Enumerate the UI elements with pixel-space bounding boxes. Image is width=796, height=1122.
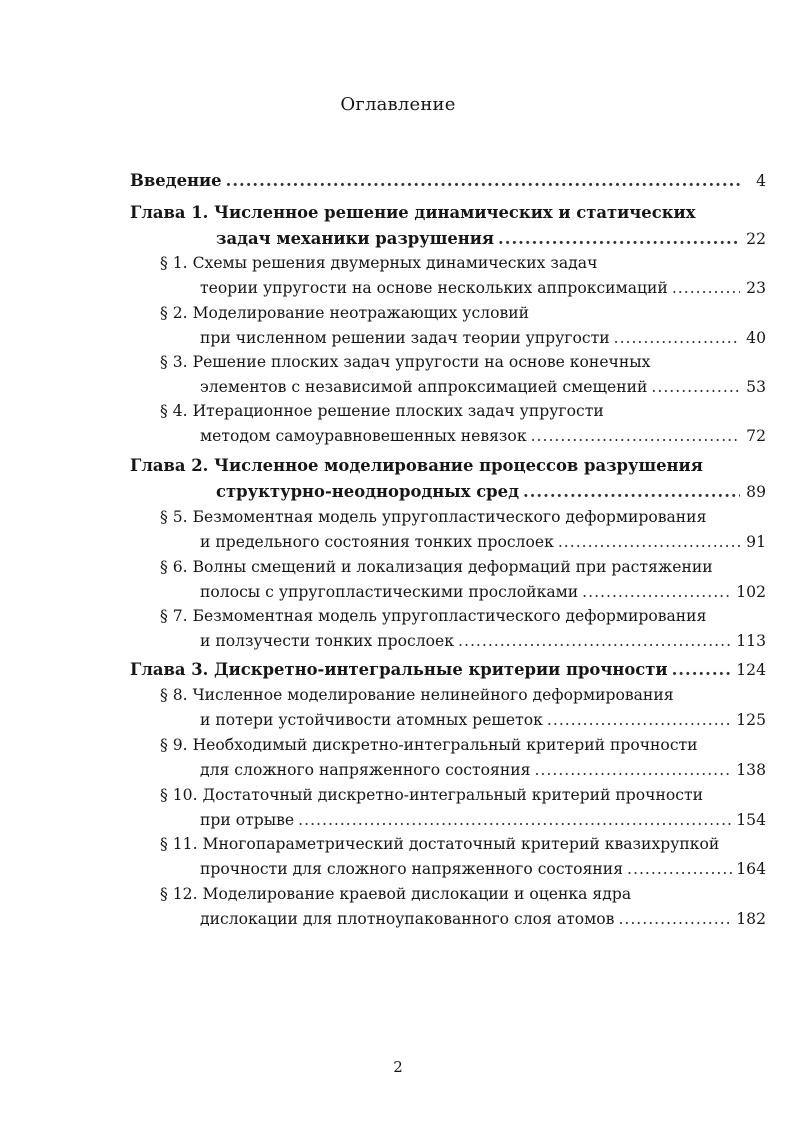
toc-entry-title-continued: и потери устойчивости атомных решеток [200, 711, 543, 729]
toc-page-number: 91 [746, 533, 766, 551]
toc-entry-title: § 11. Многопараметрический достаточный критерий квазихрупкой [160, 835, 720, 853]
toc-entry-title-continued: и ползучести тонких прослоек [200, 632, 455, 650]
toc-entry-title: § 7. Безмоментная модель упругопластического деформирования [160, 607, 707, 625]
toc-page-number: 125 [736, 711, 766, 729]
dot-leader [547, 707, 732, 733]
toc-page-number: 124 [736, 661, 766, 679]
toc-entry-title-continued: и предельного состояния тонких прослоек [200, 533, 554, 551]
toc-entry-title-continued: теории упругости на основе нескольких аппроксимаций [200, 279, 668, 297]
dot-leader [226, 168, 740, 194]
toc-entry-title: § 12. Моделирование краевой дислокации и оценка ядра [160, 885, 632, 903]
toc-page-number: 154 [736, 811, 766, 829]
toc-entry-title-continued: полосы с упругопластическими прослойками [200, 583, 579, 601]
toc-entry-title: § 10. Достаточный дискретно-интегральный критерий прочности [160, 786, 704, 804]
toc-entry-title: § 1. Схемы решения двумерных динамических задач [160, 254, 598, 272]
dot-leader [651, 374, 740, 400]
toc-entry-title-continued: при численном решении задач теории упругости [200, 329, 610, 347]
toc-page-number: 22 [746, 230, 766, 248]
toc-entry-title-continued: задач механики разрушения [216, 229, 495, 248]
dot-leader [523, 479, 740, 505]
page-number: 2 [393, 1058, 403, 1076]
toc-entry-title-continued: прочности для сложного напряженного состояния [200, 860, 624, 878]
toc-entry-title-continued: методом самоуравновешенных невязок [200, 427, 527, 445]
dot-leader [672, 657, 733, 683]
toc-page-number: 40 [746, 329, 766, 347]
dot-leader [298, 807, 732, 833]
dot-leader [498, 226, 740, 252]
dot-leader [614, 325, 740, 351]
toc-page-number: 102 [736, 583, 766, 601]
toc-entry-title: § 6. Волны смещений и локализация деформаций при растяжении [160, 558, 713, 576]
toc-entry-title-continued: дислокации для плотноупакованного слоя атомов [200, 910, 615, 928]
toc-entry-title: § 9. Необходимый дискретно-интегральный критерий прочности [160, 736, 698, 754]
toc-page-number: 23 [746, 279, 766, 297]
page-title: Оглавление [340, 94, 456, 115]
toc-entry-title: Глава 3. Дискретно-интегральные критерии прочности [130, 660, 668, 679]
toc-entry-title: § 4. Итерационное решение плоских задач упругости [160, 402, 604, 420]
toc-entry-title: Введение [130, 171, 222, 190]
toc-page-number: 138 [736, 761, 766, 779]
toc-entry-title-continued: при отрыве [200, 811, 295, 829]
dot-leader [672, 275, 740, 301]
toc-page-number: 113 [736, 632, 766, 650]
toc-entry-title: § 5. Безмоментная модель упругопластического деформирования [160, 508, 707, 526]
toc-entry-title-continued: для сложного напряженного состояния [200, 761, 531, 779]
toc-page-number: 89 [746, 483, 766, 501]
toc-entry-title: § 3. Решение плоских задач упругости на основе конечных [160, 353, 651, 371]
toc-entry-title-continued: структурно-неоднородных сред [216, 482, 519, 501]
toc-entry-title: § 2. Моделирование неотражающих условий [160, 304, 530, 322]
toc-page-number: 182 [736, 910, 766, 928]
dot-leader [558, 529, 740, 555]
dot-leader [618, 906, 732, 932]
dot-leader [534, 757, 732, 783]
toc-page-number: 72 [746, 427, 766, 445]
toc-entry-title: Глава 2. Численное моделирование процессов разрушения [130, 456, 703, 475]
dot-leader [627, 856, 732, 882]
toc-page-number: 164 [736, 860, 766, 878]
toc-entry-title: § 8. Численное моделирование нелинейного деформирования [160, 686, 674, 704]
dot-leader [531, 423, 740, 449]
toc-page-number: 4 [756, 172, 766, 190]
dot-leader [582, 579, 732, 605]
dot-leader [458, 628, 732, 654]
toc-page-number: 53 [746, 378, 766, 396]
toc-entry-title-continued: элементов с независимой аппроксимацией смещений [200, 378, 648, 396]
toc-entry-title: Глава 1. Численное решение динамических и статических [130, 203, 696, 222]
